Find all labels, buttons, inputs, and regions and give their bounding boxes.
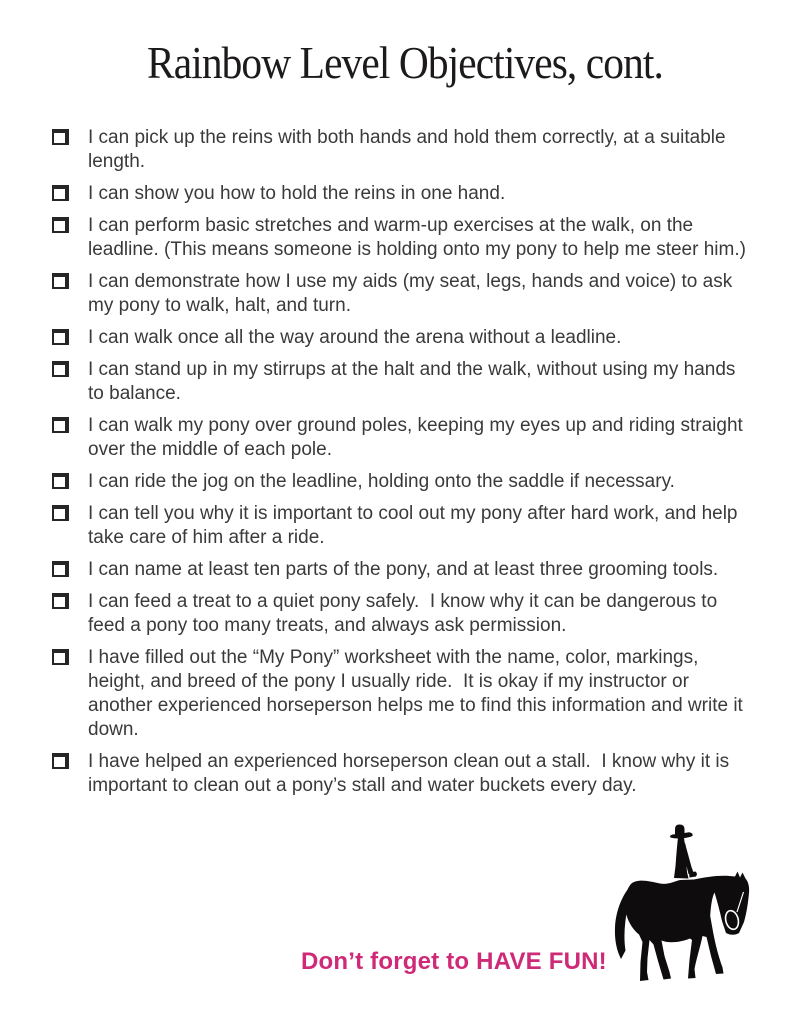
horse-and-rider-silhouette-icon (598, 820, 770, 1020)
checklist-item (52, 358, 746, 406)
rider-hat-shape (670, 825, 693, 839)
checklist-item-label: I can ride the jog on the leadline, holding onto the saddle if necessary. (88, 471, 675, 492)
checklist-item-label: I can perform basic stretches and warm-up exercises at the walk, on the leadline. (This means someone is holding onto my pony to help me steer him.) (88, 215, 746, 260)
checkbox-icon (52, 417, 69, 433)
saddle-horn-shape (689, 872, 697, 878)
checkbox-icon (52, 473, 69, 489)
checkbox-icon (52, 185, 69, 201)
checklist-item-label: I can walk my pony over ground poles, keeping my eyes up and riding straight over the middle of each pole. (88, 415, 749, 460)
checklist-item (52, 558, 746, 582)
checkbox-icon (52, 753, 69, 769)
checklist-item (52, 126, 746, 174)
checklist-item (52, 590, 746, 638)
checklist-item (52, 646, 749, 742)
checklist-item-label: I can walk once all the way around the arena without a leadline. (88, 327, 622, 348)
checklist-item (52, 750, 746, 798)
checklist-item-label: I can stand up in my stirrups at the halt and the walk, without using my hands to balance. (88, 359, 741, 404)
checkbox-icon (52, 329, 69, 345)
page-title: Rainbow Level Objectives, cont. (147, 37, 663, 88)
have-fun-text: Don’t forget to HAVE FUN! (301, 948, 607, 975)
checklist-item (52, 502, 746, 550)
checklist-item (52, 470, 746, 494)
horse-body-shape (625, 872, 749, 982)
checklist-item (52, 214, 746, 262)
checklist-item-label: I have helped an experienced horseperson clean out a stall. I know why it is important to clean out a pony’s stall and water buckets every day. (88, 751, 735, 796)
checklist-item-label: I can pick up the reins with both hands and hold them correctly, at a suitable length. (88, 127, 731, 172)
checklist-item-label: I can name at least ten parts of the pony, and at least three grooming tools. (88, 559, 719, 580)
checkbox-icon (52, 593, 69, 609)
checklist-item (52, 182, 746, 206)
checkbox-icon (52, 649, 69, 665)
checklist-item-label: I can demonstrate how I use my aids (my seat, legs, hands and voice) to ask my pony to walk, halt, and turn. (88, 271, 738, 316)
checkbox-icon (52, 361, 69, 377)
checkbox-icon (52, 129, 69, 145)
checklist-item-label: I can tell you why it is important to cool out my pony after hard work, and help take care of him after a ride. (88, 503, 743, 548)
checkbox-icon (52, 505, 69, 521)
checklist-item (52, 270, 746, 318)
checklist-item (52, 326, 746, 350)
checkbox-icon (52, 273, 69, 289)
checklist-item-label: I have filled out the “My Pony” worksheet with the name, color, markings, height, and breed of the pony I usually ride. It is okay if my instructor or another experienced horseperson helps me to find this information and write it down. (88, 647, 749, 740)
checkbox-icon (52, 217, 69, 233)
checkbox-icon (52, 561, 69, 577)
objectives-checklist (52, 126, 749, 806)
checklist-item (52, 414, 749, 462)
checklist-item-label: I can show you how to hold the reins in one hand. (88, 183, 506, 204)
checklist-item-label: I can feed a treat to a quiet pony safely. I know why it can be dangerous to feed a pony too many treats, and always ask permission. (88, 591, 723, 636)
